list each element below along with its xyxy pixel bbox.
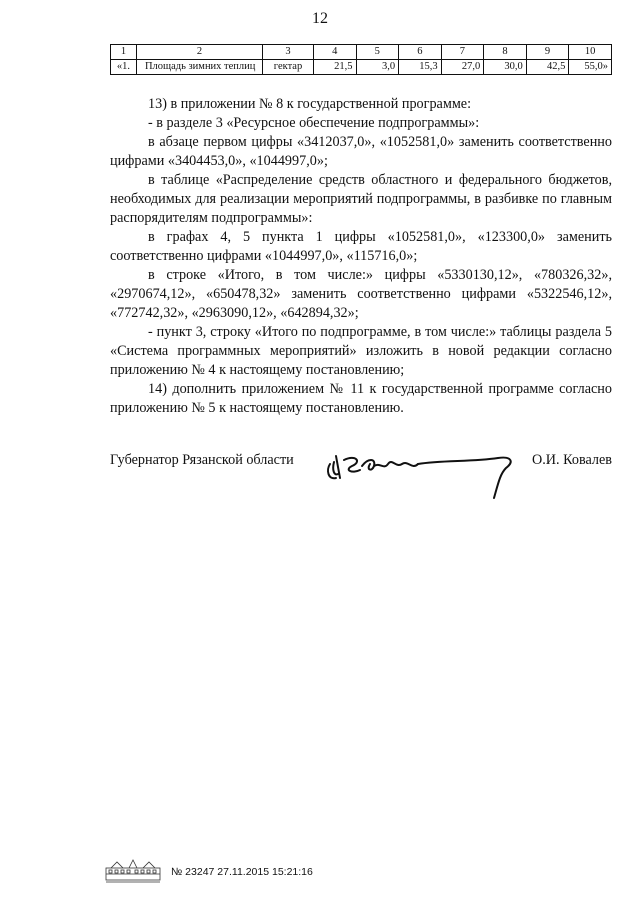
table-header-cell: 10: [569, 45, 612, 60]
table-cell: 21,5: [313, 60, 356, 75]
page-number: 12: [312, 10, 328, 27]
footer: [105, 858, 505, 888]
building-stamp-icon: [105, 858, 161, 884]
paragraph: в строке «Итого, в том числе:» цифры «5330130,12», «780326,32», «2970674,12», «650478,32» заменить соответственно цифрами «5322546,12», «772742,32», «2963090,12», «642894,32»;: [110, 267, 612, 321]
signatory-name: О.И. Ковалев: [532, 452, 612, 468]
table-header-cell: 6: [399, 45, 442, 60]
table-header-cell: 2: [136, 45, 262, 60]
paragraph: - в разделе 3 «Ресурсное обеспечение подпрограммы»:: [148, 115, 480, 131]
table-header-cell: 1: [111, 45, 137, 60]
table-cell: 55,0»: [569, 60, 612, 75]
document-registration-mark: № 23247 27.11.2015 15:21:16: [171, 866, 313, 878]
signatory-title: Губернатор Рязанской области: [110, 452, 294, 468]
paragraph: в таблице «Распределение средств областного и федерального бюджетов, необходимых для реализации мероприятий подпрограммы, в разбивке по главным распорядителям подпрограммы»:: [110, 172, 612, 226]
table-header-cell: 9: [526, 45, 569, 60]
table-header-row: [111, 45, 612, 60]
table-cell: 42,5: [526, 60, 569, 75]
data-table: [110, 44, 612, 75]
paragraph: в графах 4, 5 пункта 1 цифры «1052581,0», «123300,0» заменить соответственно цифрами «1044997,0», «115716,0»;: [110, 229, 612, 264]
table-cell: гектар: [263, 60, 314, 75]
table-cell: «1.: [111, 60, 137, 75]
table-cell: 3,0: [356, 60, 399, 75]
signature-block: [110, 440, 612, 500]
body-text: [110, 95, 612, 418]
table-cell: Площадь зимних теплиц: [136, 60, 262, 75]
table-header-cell: 8: [484, 45, 527, 60]
paragraph: 13) в приложении № 8 к государственной программе:: [148, 96, 472, 112]
table-header-cell: 5: [356, 45, 399, 60]
table-cell: 27,0: [441, 60, 484, 75]
paragraph: - пункт 3, строку «Итого по подпрограмме, в том числе:» таблицы раздела 5 «Система программных мероприятий» изложить в новой редакции согласно приложению № 4 к настоящему постановлению;: [110, 324, 612, 378]
signature-icon: [322, 440, 522, 500]
paragraph: 14) дополнить приложением № 11 к государственной программе согласно приложению № 5 к настоящему постановлению.: [110, 381, 612, 416]
table-header-cell: 7: [441, 45, 484, 60]
table-header-cell: 4: [313, 45, 356, 60]
table-cell: 15,3: [399, 60, 442, 75]
paragraph: в абзаце первом цифры «3412037,0», «1052581,0» заменить соответственно цифрами «3404453,0», «1044997,0»;: [110, 134, 612, 169]
table-cell: 30,0: [484, 60, 527, 75]
table-header-cell: 3: [263, 45, 314, 60]
table-row: [111, 60, 612, 75]
